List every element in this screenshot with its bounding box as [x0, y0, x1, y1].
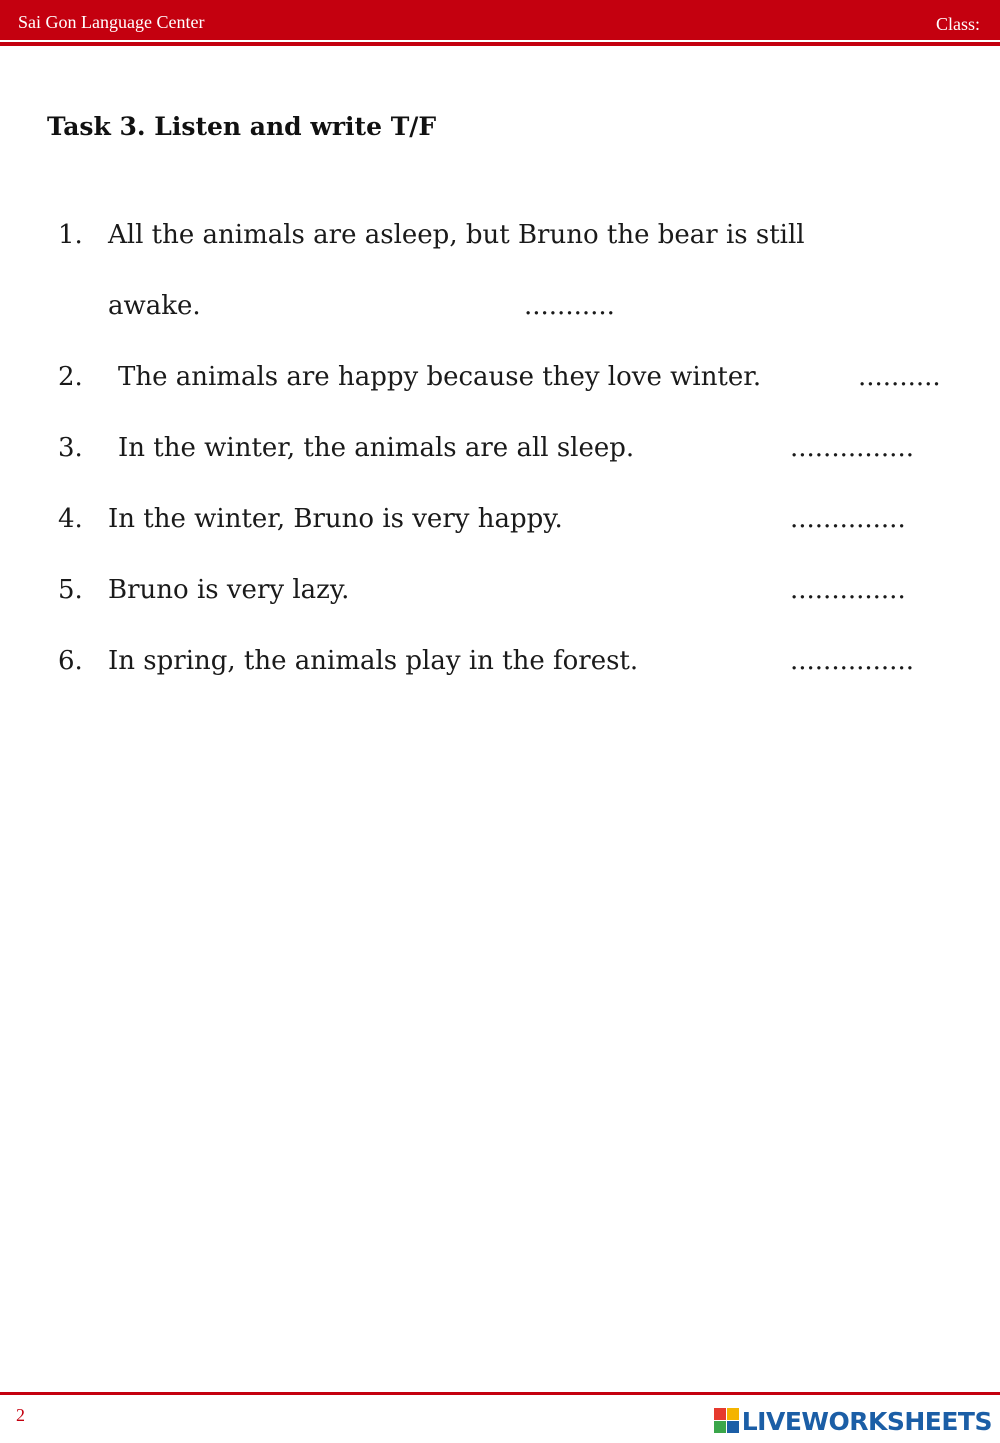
question-number: 4. [58, 504, 83, 534]
question-text: In spring, the animals play in the forest. [108, 646, 639, 676]
question-1-continued [0, 291, 1000, 331]
center-name: Sai Gon Language Center [18, 12, 205, 32]
question-3 [0, 433, 1000, 473]
question-text: The animals are happy because they love winter. [118, 362, 762, 392]
question-4 [0, 504, 1000, 544]
answer-field[interactable]: ............... [790, 433, 914, 463]
answer-field[interactable]: .............. [790, 575, 906, 605]
question-6 [0, 646, 1000, 686]
question-text: In the winter, Bruno is very happy. [108, 504, 563, 534]
question-number: 1. [58, 220, 83, 250]
question-text: All the animals are asleep, but Bruno the bear is still [108, 220, 805, 250]
question-number: 3. [58, 433, 83, 463]
header-bar [0, 0, 1000, 40]
question-number: 5. [58, 575, 83, 605]
footer-divider [0, 1392, 1000, 1395]
question-2 [0, 362, 1000, 402]
answer-field[interactable]: ............... [790, 646, 914, 676]
answer-field[interactable]: ........... [524, 291, 615, 321]
question-text: awake. [108, 291, 201, 321]
answer-field[interactable]: .............. [790, 504, 906, 534]
question-number: 2. [58, 362, 83, 392]
header-divider [0, 42, 1000, 46]
question-text: Bruno is very lazy. [108, 575, 350, 605]
question-number: 6. [58, 646, 83, 676]
question-1 [0, 220, 1000, 260]
class-label: Class: [935, 14, 980, 34]
question-5 [0, 575, 1000, 615]
liveworksheets-brand[interactable] [714, 1404, 992, 1438]
liveworksheets-logo-icon [714, 1408, 740, 1434]
page-number: 2 [16, 1405, 25, 1425]
answer-field[interactable]: .......... [858, 362, 941, 392]
task-title: Task 3. Listen and write T/F [47, 112, 437, 141]
brand-name: LIVEWORKSHEETS [741, 1406, 992, 1436]
question-text: In the winter, the animals are all sleep. [118, 433, 635, 463]
